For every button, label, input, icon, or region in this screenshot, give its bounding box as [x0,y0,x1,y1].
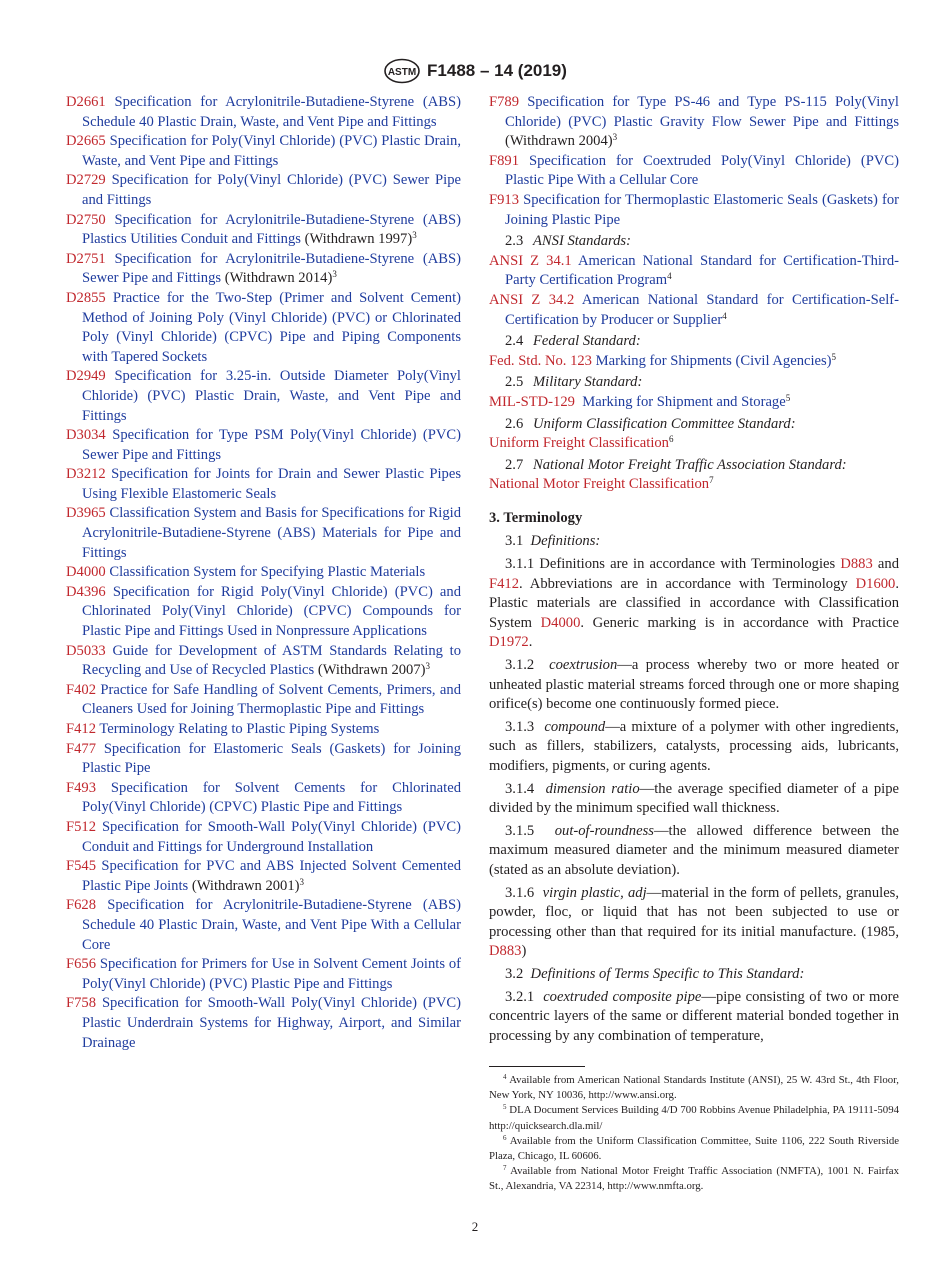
reference-title-link[interactable]: Classification System and Basis for Specifications for Rigid Acrylonitrile-Butadiene-Styrene (ABS) Materials for Pipe and Fittings [82,505,461,561]
reference-title-link[interactable]: Specification for Smooth-Wall Poly(Vinyl Chloride) (PVC) Plastic Underdrain Systems for Highway, Airport, and Similar Drainage [82,995,462,1051]
paragraph-3-1-1: 3.1.1 Definitions are in accordance with Terminologies D883 and F412. Abbreviations are in accordance with Terminology D1600. Plastic materials are classified in accordance with Classification System D4000. Generic marking is in accordance with Practice D1972. [489,556,899,651]
reference-entry [66,955,461,994]
ref-link-d883[interactable]: D883 [489,943,522,960]
reference-entry [489,475,899,495]
reference-code-link[interactable]: D2751 [66,250,106,267]
paragraph-3-1: 3.1 Definitions: [505,533,601,550]
reference-entry [66,681,461,720]
document-designation: F1488 – 14 (2019) [427,61,567,80]
reference-code-link[interactable]: D2855 [66,289,106,306]
footnote-marker: 3 [299,876,304,887]
reference-code-link[interactable]: Fed. Std. No. 123 [489,352,592,369]
ref-link-f412[interactable]: F412 [489,575,520,592]
section-3-heading: 3. Terminology [489,509,583,526]
footnote-marker: 3 [612,132,618,143]
page-number: 2 [471,1219,479,1234]
paragraph-3-1-4: 3.1.4 dimension ratio—the average specified diameter of a pipe divided by the minimum specified wall thickness. [489,780,899,817]
reference-entry [489,191,899,230]
reference-entry [66,93,461,132]
reference-code-link[interactable]: F789 [489,94,520,110]
footnote-divider [489,1066,585,1067]
withdrawn-note: (Withdrawn 1997) [304,231,413,248]
paragraph-3-1-3: 3.1.3 compound—a mixture of a polymer with other ingredients, such as fillers, stabilizers, catalysts, processing aids, lubricants, modifiers, pigments, or curing agents. [489,718,899,774]
astm-logo-icon [383,58,421,84]
withdrawn-note: (Withdrawn 2001) [191,877,300,894]
paragraph-3-1-6: 3.1.6 virgin plastic, adj—material in the form of pellets, granules, powder, floc, or liquid that has not been subjected to use or processing other than that required for its initial manufacture. (1985, D883) [489,884,899,960]
footnote-marker: 5 [831,351,837,362]
ref-link-d883[interactable]: D883 [840,556,873,573]
ref-link-d1600[interactable]: D1600 [855,575,896,592]
reference-entry [489,291,899,330]
paragraph-3-2: 3.2 Definitions of Terms Specific to This Standard: [505,965,805,982]
reference-title-link[interactable]: Specification for Primers for Use in Solvent Cement Joints of Poly(Vinyl Chloride) (PVC) Plastic Pipe and Fittings [82,956,462,992]
reference-code-link[interactable]: D4396 [66,583,106,600]
reference-title-link[interactable]: Specification for Type PS-46 and Type PS-115 Poly(Vinyl Chloride) (PVC) Plastic Gravity Flow Sewer Pipe and Fittings [505,94,899,130]
reference-title-link[interactable]: Marking for Shipment and Storage [582,393,786,410]
reference-code-link[interactable]: ANSI Z 34.1 [489,252,572,269]
reference-title-link[interactable]: American National Standard for Certification-Self-Certification by Producer or Supplier [505,291,899,328]
reference-entry [66,720,461,740]
footnote: $^5$ DLA Document Services Building 4/D 700 Robbins Avenue Philadelphia, PA 19111-5094 http://quicksearch.dla.mil/ [489,1103,899,1132]
footnote-marker: 3 [412,230,417,241]
reference-code-link[interactable]: F758 [66,995,97,1012]
reference-entry [66,132,461,171]
section-2-4-heading: 2.4 Federal Standard: [505,333,641,350]
footnote-marker: 7 [709,475,714,486]
reference-title-link[interactable]: American National Standard for Certification-Third-Party Certification Program [505,252,899,289]
reference-entry [66,563,461,583]
reference-title-link[interactable]: Terminology Relating to Plastic Piping Systems [99,721,380,737]
reference-entry [66,289,461,367]
reference-entry [489,434,899,454]
reference-entry [66,171,461,210]
reference-code-link[interactable]: MIL-STD-129 [489,393,575,410]
reference-entry [66,583,461,642]
withdrawn-note: (Withdrawn 2014) [224,270,333,287]
section-2-7-heading: 2.7 National Motor Freight Traffic Association Standard: [505,456,847,473]
reference-title-link[interactable]: Specification for Rigid Poly(Vinyl Chloride) (PVC) and Chlorinated Poly(Vinyl Chloride) (CPVC) Compounds for Plastic Pipe and Fittings Used in Nonpressure Applications [82,583,461,640]
reference-title-link[interactable]: Practice for Safe Handling of Solvent Cements, Primers, and Cleaners Used for Joining Thermoplastic Pipe and Fittings [82,681,461,718]
reference-code-link[interactable]: F412 [66,721,97,737]
reference-entry [66,426,461,465]
reference-code-link[interactable]: D3034 [66,427,106,444]
page-header [0,58,950,84]
reference-entry [66,896,461,955]
footnote-marker: 3 [425,661,430,672]
reference-title-link[interactable]: Practice for the Two-Step (Primer and Solvent Cement) Method of Joining Poly (Vinyl Chloride) (PVC) or Chlorinated Poly (Vinyl Chloride) (CPVC) Pipe and Piping Components with Tapered Sockets [82,289,461,365]
footnote: $^7$ Available from National Motor Freight Traffic Association (NMFTA), 1001 N. Fairfax St., Alexandria, VA 22314, http://www.nmfta.org. [489,1164,899,1193]
reference-title-link[interactable]: Specification for Acrylonitrile-Butadiene-Styrene (ABS) Sewer Pipe and Fittings [82,250,461,287]
reference-code-link[interactable]: D2949 [66,368,106,385]
reference-title-link[interactable]: Specification for Acrylonitrile-Butadiene-Styrene (ABS) Schedule 40 Plastic Drain, Waste, and Vent Pipe and Fittings [82,94,461,130]
reference-entry [66,818,461,857]
reference-title-link[interactable]: Specification for Poly(Vinyl Chloride) (PVC) Sewer Pipe and Fittings [82,172,461,208]
footnote-marker: 5 [785,392,791,403]
reference-entry [489,152,899,191]
reference-entry [66,367,461,426]
reference-title-link[interactable]: Specification for Elastomeric Seals (Gaskets) for Joining Plastic Pipe [82,740,461,777]
paragraph-3-2-1: 3.2.1 coextruded composite pipe—pipe consisting of two or more concentric layers of the same or different material bonded together in processing by any combination of temperature, [489,988,899,1044]
reference-code-link[interactable]: F512 [66,818,97,835]
reference-code-link[interactable]: D3965 [66,505,106,522]
reference-code-link[interactable]: ANSI Z 34.2 [489,291,575,308]
ref-link-d1972[interactable]: D1972 [489,634,529,651]
reference-entry [489,352,899,372]
reference-title-link[interactable]: Guide for Development of ASTM Standards Relating to Recycling and Use of Recycled Plastics [82,642,461,679]
reference-title-link[interactable]: Specification for 3.25-in. Outside Diameter Poly(Vinyl Chloride) (PVC) Plastic Drain, Waste, and Vent Pipe and Fittings [82,368,461,424]
reference-entry [489,393,899,413]
section-2-6-heading: 2.6 Uniform Classification Committee Standard: [505,415,796,432]
reference-entry [66,642,461,681]
reference-entry [66,211,461,250]
reference-code-link[interactable]: F656 [66,956,97,973]
reference-code-link[interactable]: D2665 [66,133,106,150]
reference-entry [66,250,461,289]
reference-entry [66,740,461,779]
right-column [489,93,899,1049]
reference-code-link[interactable]: Uniform Freight Classification [489,435,669,452]
footnote-marker: 4 [722,310,727,321]
reference-title-link[interactable]: Specification for Acrylonitrile-Butadiene-Styrene (ABS) Plastics Utilities Conduit and Fittings [82,211,461,248]
reference-title-link[interactable]: Specification for Type PSM Poly(Vinyl Chloride) (PVC) Sewer Pipe and Fittings [82,427,462,463]
footnote-marker: 4 [667,271,672,282]
reference-title-link[interactable]: Specification for Coextruded Poly(Vinyl Chloride) (PVC) Plastic Pipe With a Cellular Core [505,152,899,189]
reference-title-link[interactable]: Classification System for Specifying Plastic Materials [109,564,426,581]
footnote: $^4$ Available from American National Standards Institute (ANSI), 25 W. 43rd St., 4th Floor, New York, NY 10036, http://www.ansi.org. [489,1073,899,1102]
reference-title-link[interactable]: Specification for Joints for Drain and Sewer Plastic Pipes Using Flexible Elastomeric Seals [82,466,461,502]
reference-entry [66,779,461,818]
reference-title-link[interactable]: Specification for PVC and ABS Injected Solvent Cemented Plastic Pipe Joints [82,858,461,894]
svg-text:ASTM: ASTM [387,67,417,78]
reference-entry [66,504,461,563]
section-2-5-heading: 2.5 Military Standard: [505,374,643,391]
reference-code-link[interactable]: D4000 [66,564,106,581]
reference-title-link[interactable]: Marking for Shipments (Civil Agencies) [595,352,832,369]
withdrawn-note: (Withdrawn 2004) [505,133,613,150]
withdrawn-note: (Withdrawn 2007) [317,662,426,679]
reference-code-link[interactable]: F891 [489,152,520,169]
reference-code-link[interactable]: F477 [66,740,97,757]
footnote-marker: 6 [668,434,674,445]
reference-entry [66,994,461,1053]
paragraph-3-1-2: 3.1.2 coextrusion—a process whereby two or more heated or unheated plastic material streams forced through one or more shaping orifice(s) become one continuously formed piece. [489,657,899,713]
reference-code-link[interactable]: D2750 [66,211,106,228]
reference-entry [489,252,899,291]
reference-code-link[interactable]: D2661 [66,94,106,110]
reference-title-link[interactable]: Specification for Acrylonitrile-Butadiene-Styrene (ABS) Schedule 40 Plastic Drain, Waste, and Vent Pipe With a Cellular Core [82,897,461,953]
reference-entry [66,857,461,896]
reference-code-link[interactable]: F493 [66,779,97,796]
reference-title-link[interactable]: Specification for Poly(Vinyl Chloride) (PVC) Plastic Drain, Waste, and Vent Pipe and Fittings [82,133,461,169]
reference-code-link[interactable]: F628 [66,897,97,914]
reference-code-link[interactable]: F545 [66,858,97,875]
reference-title-link[interactable]: Specification for Thermoplastic Elastomeric Seals (Gaskets) for Joining Plastic Pipe [505,191,899,228]
reference-title-link[interactable]: Specification for Smooth-Wall Poly(Vinyl Chloride) (PVC) Conduit and Fittings for Underground Installation [82,818,462,855]
paragraph-3-1-5: 3.1.5 out-of-roundness—the allowed difference between the maximum measured diameter and the minimum measured diameter (stated as an absolute deviation). [489,822,899,878]
reference-title-link[interactable]: Specification for Solvent Cements for Chlorinated Poly(Vinyl Chloride) (CPVC) Plastic Pipe and Fittings [82,779,461,816]
left-column [66,93,461,1053]
reference-code-link[interactable]: D2729 [66,172,106,189]
footnote: $^6$ Available from the Uniform Classification Committee, Suite 1106, 222 South Riverside Plaza, Chicago, IL 60606. [489,1133,900,1163]
reference-code-link[interactable]: F913 [489,191,520,208]
reference-entry [66,465,461,504]
reference-code-link[interactable]: National Motor Freight Classification [489,476,710,493]
reference-code-link[interactable]: D3212 [66,466,106,483]
reference-code-link[interactable]: F402 [66,681,97,698]
footnote-marker: 3 [332,269,337,280]
ref-link-d4000[interactable]: D4000 [540,614,581,631]
section-2-3-heading: 2.3 ANSI Standards: [505,233,631,250]
reference-code-link[interactable]: D5033 [66,642,106,659]
reference-entry [489,93,899,152]
footnotes [489,1073,899,1195]
